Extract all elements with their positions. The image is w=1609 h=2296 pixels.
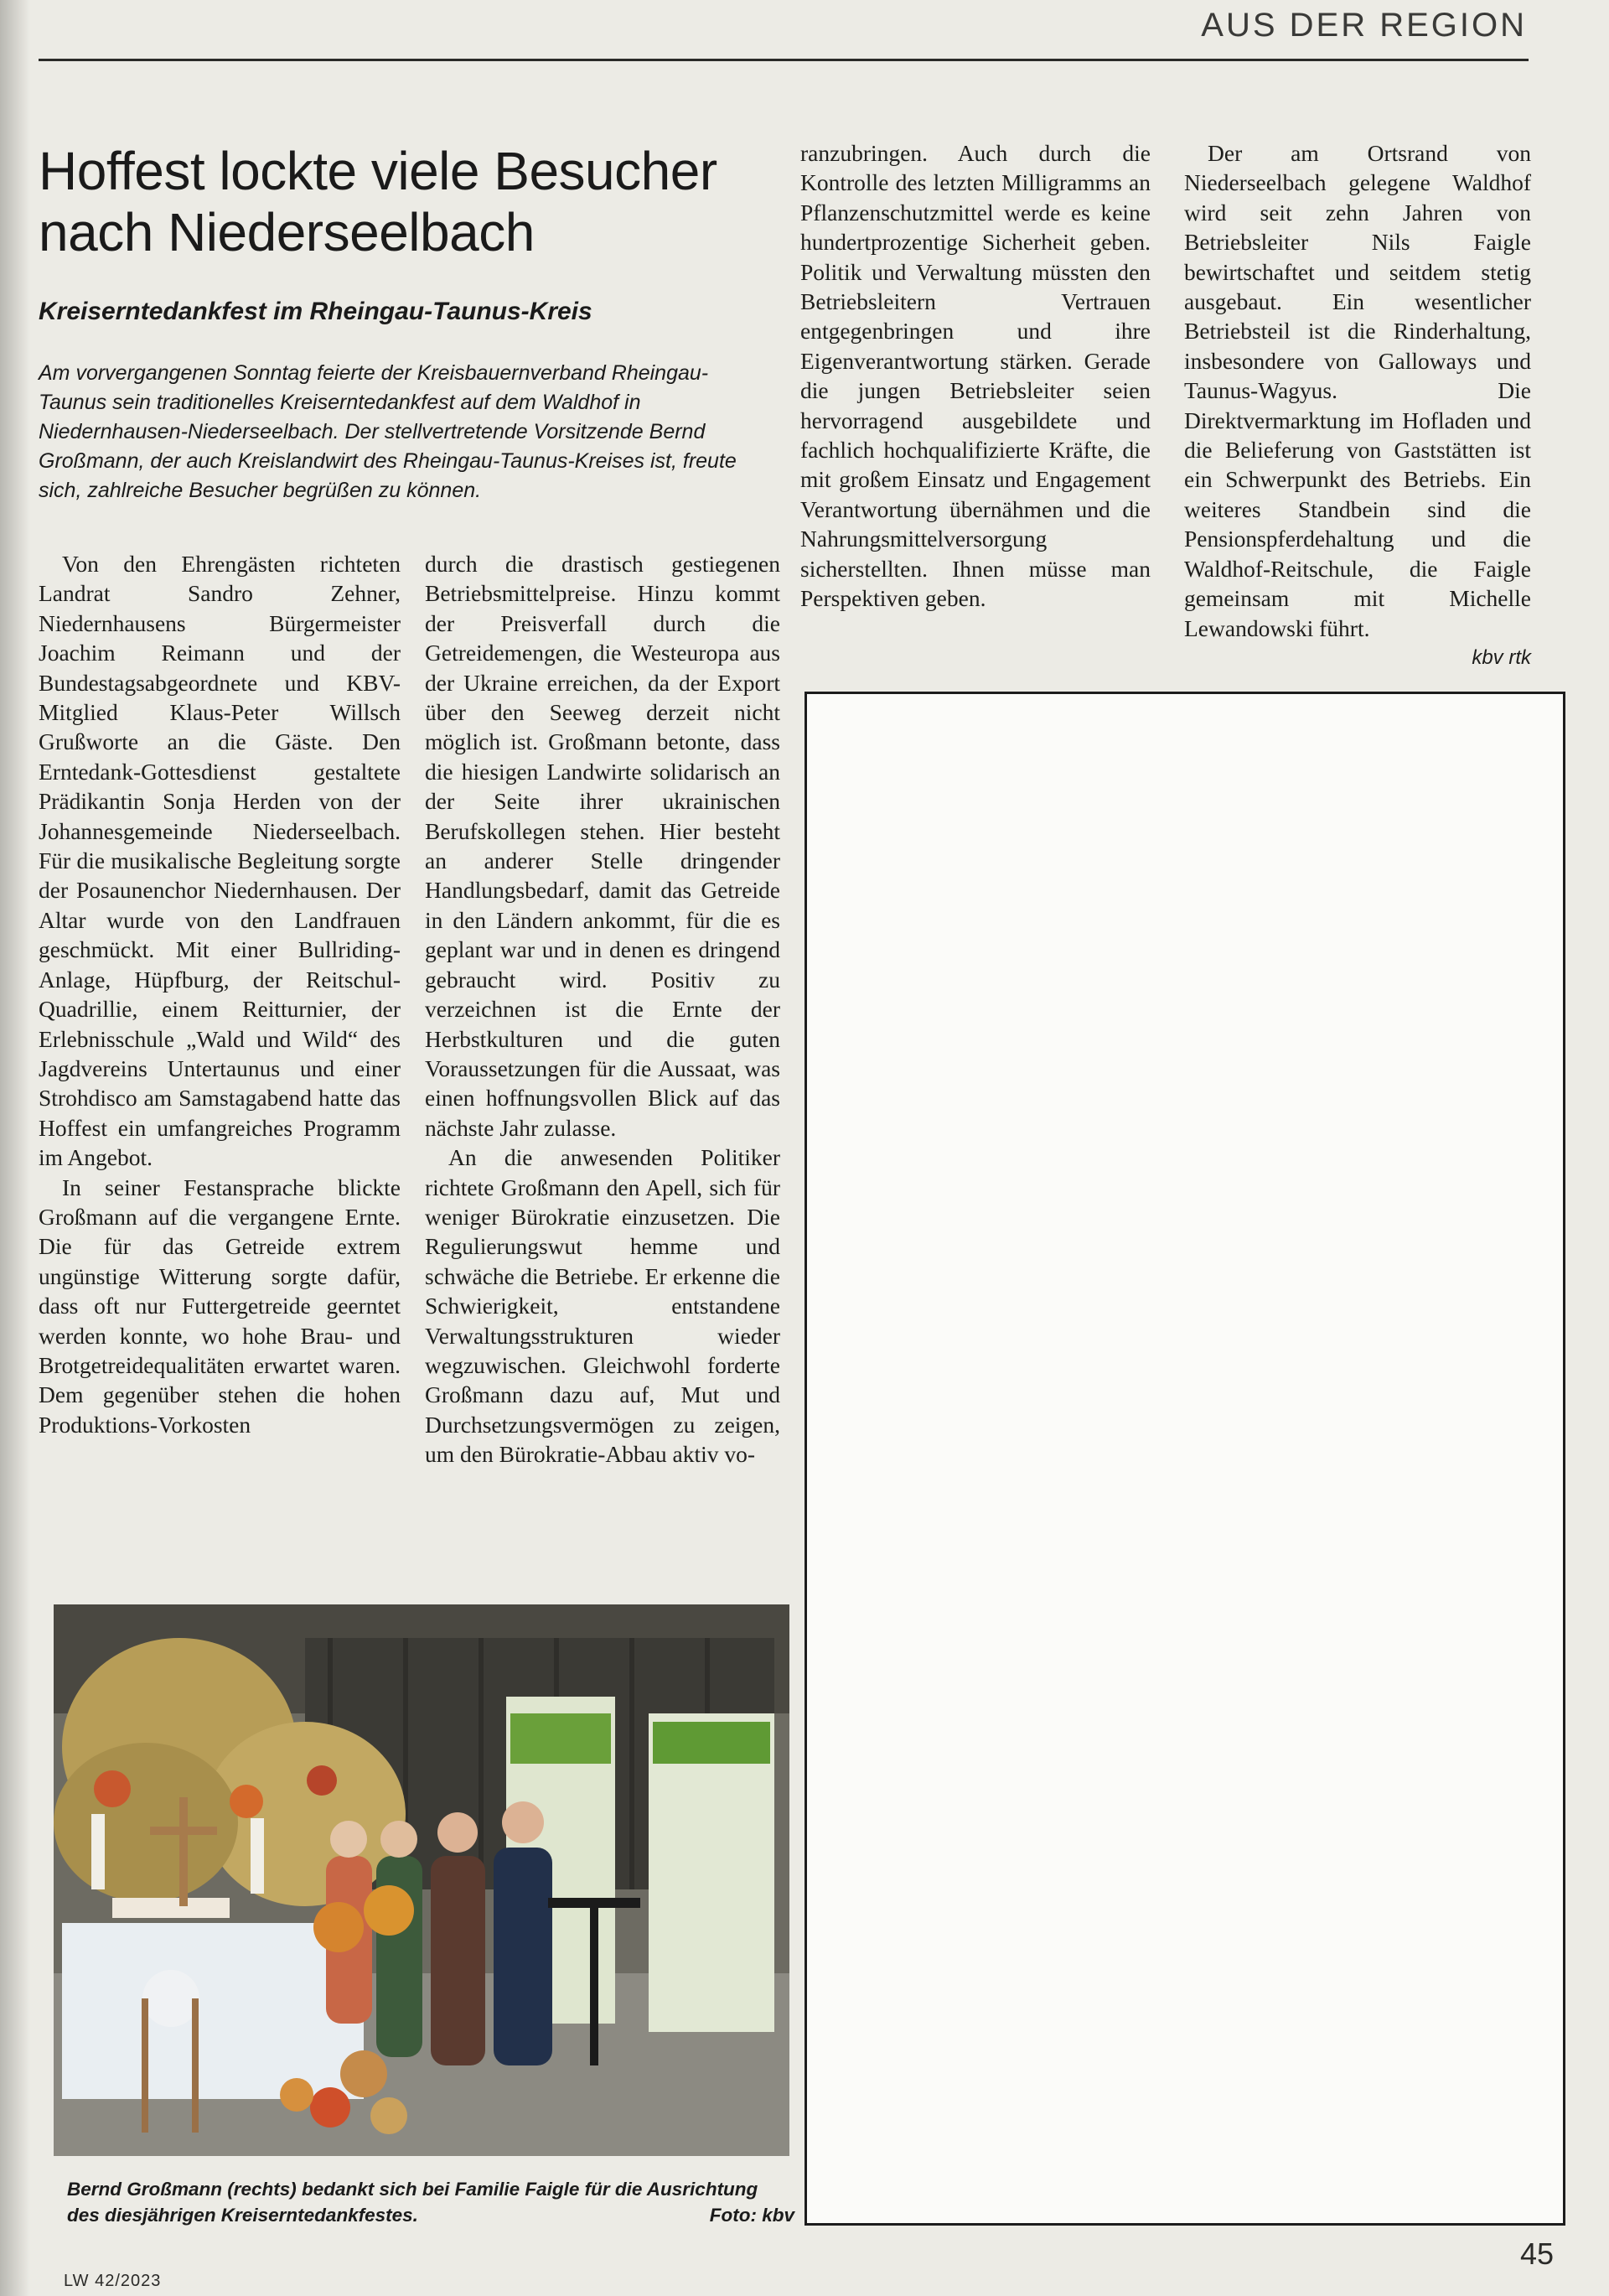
paragraph: ranzubringen. Auch durch die Kontrolle des letzten Milligramms an Pflanzenschutzmittel werde es keine hundertprozentige Sicherheit geben. Politik und Verwaltung müssten den Betriebsleitern Vertrauen entgegenbringen und ihre Eigenverantwortung stärken. Gerade die jungen Betriebsleiter seien hervorragend ausgebildete und fachlich hochqualifizierte Kräfte, die mit großem Einsatz und Engagement Verantwortung übernähmen und die Nahrungsmittelversorgung sicherstellten. Ihnen müsse man Perspektiven geben. (800, 140, 1151, 612)
redacted-region (804, 692, 1565, 2226)
author-signature: kbv rtk (1472, 645, 1531, 669)
paragraph: Von den Ehrengästen richteten Landrat Sandro Zehner, Niedernhausens Bürgermeister Joachim Reimann und der Bundestagsabgeordnete und KBV-Mitglied Klaus-Peter Willsch Grußworte an die Gäste. Den Erntedank-Gottesdienst gestaltete Prädikantin Sonja Herden von der Johannesgemeinde Niederseelbach. Für die musikalische Begleitung sorgte der Posaunenchor Niedernhausen. Der Altar wurde von den Landfrauen geschmückt. Mit einer Bullriding-Anlage, Hüpfburg, der Reitschul-Quadrillie, einem Reitturnier, der Erlebnisschule „Wald und Wild“ des Jagdvereins Untertaunus und einer Strohdisco am Samstagabend hatte das Hoffest ein umfangreiches Programm im Angebot. (39, 551, 401, 1171)
section-label: AUS DER REGION (1201, 7, 1527, 44)
article-headline: Hoffest lockte viele Besucher nach Niederseelbach (39, 141, 717, 262)
page-binding-shadow (0, 0, 30, 2296)
article-column-3 (800, 138, 1151, 614)
issue-label: LW 42/2023 (64, 2272, 162, 2290)
article-column-1 (39, 549, 401, 1439)
paragraph: durch die drastisch gestiegenen Betriebsmittelpreise. Hinzu kommt der Preisverfall durch die Getreidemengen, die Westeuropa aus der Ukraine erreichen, da der Export über den Seeweg derzeit nicht möglich ist. Großmann betonte, dass die hiesigen Landwirte solidarisch an der Seite ihrer ukrainischen Berufskollegen stehen. Hier besteht an anderer Stelle dringender Handlungsbedarf, damit das Getreide in den Ländern ankommt, für die es geplant war und in denen es dringend gebraucht wird. Positiv zu verzeichnen ist die Ernte der Herbstkulturen und die guten Voraussetzungen für die Aussaat, was einen hoffnungsvollen Blick auf das nächste Jahr zulasse. (425, 551, 780, 1141)
photo-credit: Foto: kbv (709, 2205, 794, 2226)
photo-caption (67, 2176, 794, 2228)
article-photo (54, 1604, 789, 2156)
article-subline: Kreiserntedankfest im Rheingau-Taunus-Kreis (39, 298, 592, 325)
caption-text: Bernd Großmann (rechts) bedankt sich bei Familie Faigle für die Ausrichtung des diesjährigen Kreiserntedankfestes. (67, 2179, 758, 2226)
article-column-2 (425, 549, 780, 1469)
photo-illustration (54, 1604, 789, 2156)
page-number: 45 (1519, 2236, 1554, 2271)
paragraph: In seiner Festansprache blickte Großmann auf die vergangene Ernte. Die für das Getreide extrem ungünstige Witterung sorgte dafür, dass oft nur Futtergetreide geerntet werden konnte, wo hohe Brau- und Brotgetreidequalitäten erwartet waren. Dem gegenüber stehen die hohen Produktions-Vorkosten (39, 1174, 401, 1438)
paragraph: An die anwesenden Politiker richtete Großmann den Apell, sich für weniger Bürokratie einzusetzen. Die Regulierungswut hemme und schwäche die Betriebe. Er erkenne die Schwierigkeit, entstandene Verwaltungsstrukturen wieder wegzuwischen. Gleichwohl forderte Großmann dazu auf, Mut und Durchsetzungsvermögen zu zeigen, um den Bürokratie-Abbau aktiv vo- (425, 1144, 780, 1468)
paragraph: Der am Ortsrand von Niederseelbach gelegene Waldhof wird seit zehn Jahren von Betriebsleiter Nils Faigle bewirtschaftet und seitdem stetig ausgebaut. Ein wesentlicher Betriebsteil ist die Rinderhaltung, insbesondere von Galloways und Taunus-Wagyus. Die Direktvermarktung im Hofladen und die Belieferung von Gaststätten ist ein Schwerpunkt des Betriebs. Ein weiteres Standbein sind die Pensionspferdehaltung und die Waldhof-Reitschule, die Faigle gemeinsam mit Michelle Lewandowski führt. (1184, 140, 1531, 641)
article-column-4 (1184, 138, 1531, 672)
article-lead: Am vorvergangenen Sonntag feierte der Kreisbauernverband Rheingau-Taunus sein traditionelles Kreiserntedankfest auf dem Waldhof in Niedernhausen-Niederseelbach. Der stellvertretende Vorsitzende Bernd Großmann, der auch Kreislandwirt des Rheingau-Taunus-Kreises ist, freute sich, zahlreiche Besucher begrüßen zu können. (39, 361, 737, 502)
header-rule (39, 59, 1529, 61)
